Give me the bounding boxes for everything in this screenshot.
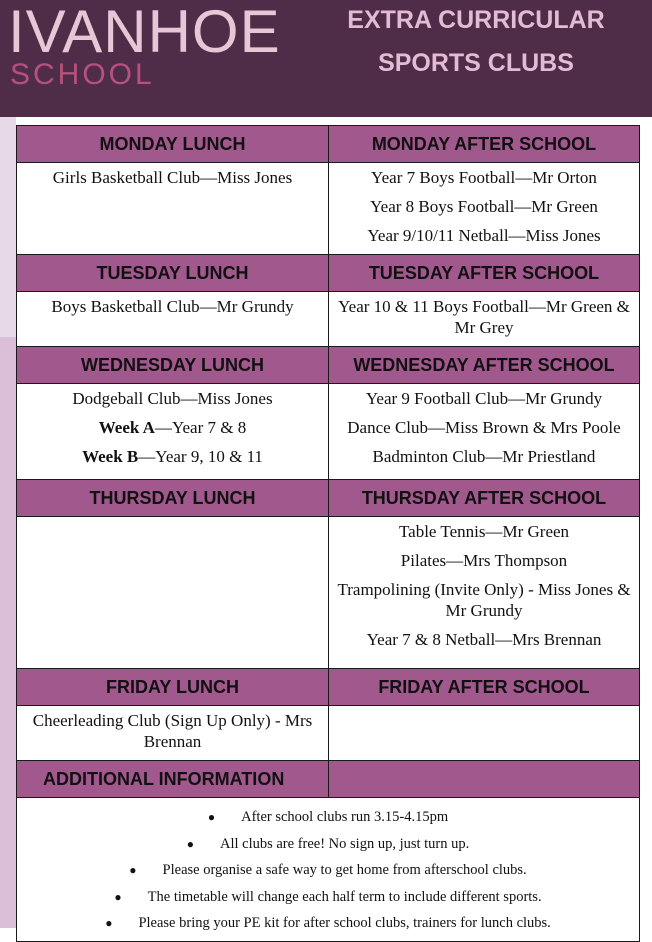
bullet-dot-icon: ● [129, 863, 137, 877]
after-school-clubs-cell [329, 292, 640, 347]
club-entry-text: Dodgeball Club—Miss Jones [72, 389, 273, 408]
club-entry-week-label: Week A [98, 418, 155, 437]
info-bullet-text: The timetable will change each half term to include different sports. [147, 888, 542, 905]
day-heading-row [17, 347, 640, 384]
page-title-line1: EXTRA CURRICULAR [347, 6, 605, 34]
lunch-clubs-cell [17, 163, 329, 255]
club-entry: Trampolining (Invite Only) - Miss Jones & Mr Grundy [337, 580, 631, 620]
club-entry: Boys Basketball Club—Mr Grundy [51, 297, 294, 316]
club-entry: Year 9/10/11 Netball—Miss Jones [367, 226, 601, 245]
additional-heading-row [17, 761, 640, 798]
bullet-dot-icon: ● [186, 836, 194, 851]
club-entry: Table Tennis—Mr Green [398, 522, 570, 541]
club-entry: Girls Basketball Club—Miss Jones [52, 168, 293, 187]
decorative-side-stripe [0, 117, 16, 928]
lunch-clubs-cell [17, 292, 329, 347]
info-bullet-text: Please bring your PE kit for after school clubs, trainers for lunch clubs. [138, 915, 551, 931]
info-bullet-item [17, 884, 639, 911]
club-entry-text: —Year 9, 10 & 11 [138, 447, 263, 466]
lunch-clubs-cell [17, 706, 329, 761]
lunch-heading: FRIDAY LUNCH [17, 669, 329, 706]
school-logo-wordmark: IVANHOE [8, 0, 281, 65]
additional-info-heading-blank [329, 761, 640, 798]
info-bullet-text: After school clubs run 3.15-4.15pm [241, 809, 449, 825]
school-logo-subtitle: SCHOOL [10, 58, 155, 91]
lunch-heading: THURSDAY LUNCH [17, 480, 329, 517]
day-heading-row [17, 480, 640, 517]
info-bullet-text: Please organise a safe way to get home from afterschool clubs. [162, 862, 527, 878]
after-school-clubs-cell [329, 163, 640, 255]
club-entry: Dance Club—Miss Brown & Mrs Poole [347, 418, 621, 437]
bullet-dot-icon: ● [105, 916, 113, 930]
day-clubs-row [17, 517, 640, 669]
lunch-clubs-cell [17, 517, 329, 669]
bullet-dot-icon: ● [114, 889, 122, 904]
clubs-timetable [16, 125, 640, 942]
info-bullet-item [17, 831, 639, 858]
day-clubs-row [17, 292, 640, 347]
club-entry-week-label: Week B [82, 447, 139, 466]
day-heading-row [17, 255, 640, 292]
additional-info-cell [17, 798, 640, 942]
after-school-heading: FRIDAY AFTER SCHOOL [329, 669, 640, 706]
club-entry: Year 8 Boys Football—Mr Green [370, 197, 598, 216]
additional-info-heading: ADDITIONAL INFORMATION [17, 761, 329, 798]
day-clubs-row [17, 706, 640, 761]
after-school-clubs-cell [329, 517, 640, 669]
club-entry-text: —Year 7 & 8 [154, 418, 247, 437]
club-entry: Badminton Club—Mr Priestland [372, 447, 596, 466]
day-heading-row [17, 126, 640, 163]
club-entry [21, 417, 324, 438]
lunch-clubs-cell [17, 384, 329, 480]
lunch-heading: TUESDAY LUNCH [17, 255, 329, 292]
club-entry [21, 446, 324, 467]
club-entry: Year 7 Boys Football—Mr Orton [371, 168, 597, 187]
info-bullet-text: All clubs are free! No sign up, just turn up. [219, 835, 470, 852]
additional-info-row [17, 798, 640, 942]
info-bullet-item [17, 910, 639, 937]
info-bullet-item [17, 804, 639, 831]
after-school-heading: WEDNESDAY AFTER SCHOOL [329, 347, 640, 384]
day-clubs-row [17, 384, 640, 480]
club-entry [21, 388, 324, 409]
decorative-side-stripe-light [0, 117, 16, 337]
page-header [0, 0, 652, 117]
club-entry: Cheerleading Club (Sign Up Only) - Mrs Brennan [32, 711, 313, 751]
day-heading-row [17, 669, 640, 706]
club-entry: Year 10 & 11 Boys Football—Mr Green & Mr Grey [338, 297, 630, 337]
after-school-clubs-cell [329, 706, 640, 761]
after-school-heading: THURSDAY AFTER SCHOOL [329, 480, 640, 517]
club-entry: Year 7 & 8 Netball—Mrs Brennan [366, 630, 602, 649]
club-entry: Pilates—Mrs Thompson [400, 551, 568, 570]
bullet-dot-icon: ● [207, 810, 216, 824]
lunch-heading: WEDNESDAY LUNCH [17, 347, 329, 384]
after-school-heading: TUESDAY AFTER SCHOOL [329, 255, 640, 292]
after-school-heading: MONDAY AFTER SCHOOL [329, 126, 640, 163]
info-bullet-item [17, 857, 639, 884]
day-clubs-row [17, 163, 640, 255]
lunch-heading: MONDAY LUNCH [17, 126, 329, 163]
page-title-line2: SPORTS CLUBS [378, 49, 574, 77]
club-entry: Year 9 Football Club—Mr Grundy [365, 389, 603, 408]
after-school-clubs-cell [329, 384, 640, 480]
